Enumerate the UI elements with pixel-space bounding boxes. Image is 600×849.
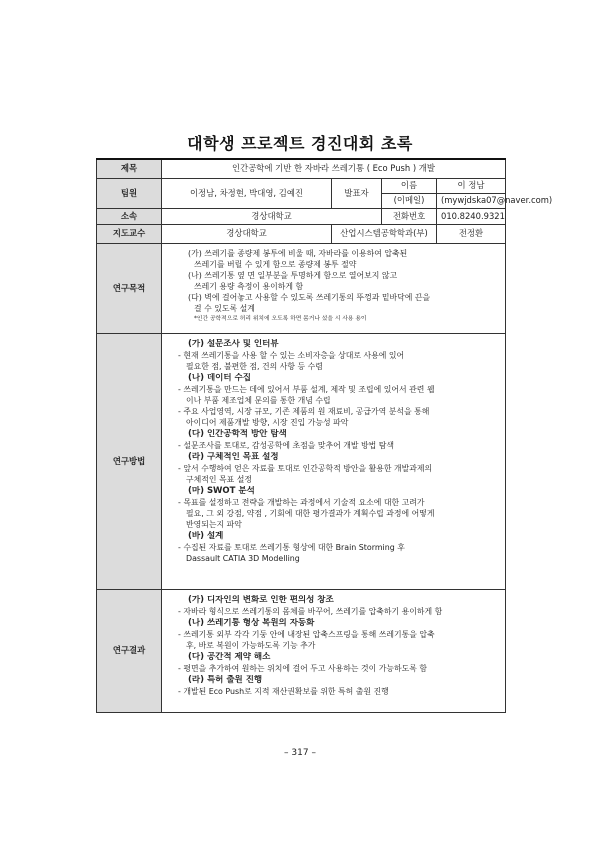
method-heading: (라) 구체적인 목표 설정 <box>188 451 279 462</box>
method-heading: (나) 데이터 수집 <box>188 372 251 383</box>
subject-label: 제목 <box>97 159 162 178</box>
affiliation-row <box>97 208 506 224</box>
method-label: 연구방법 <box>97 333 162 589</box>
page-number: – 317 – <box>284 748 316 758</box>
team-label: 팀원 <box>97 178 162 208</box>
purpose-row <box>97 243 506 333</box>
method-item: Dassault CATIA 3D Modelling <box>186 553 300 563</box>
method-item: 구체적인 목표 설정 <box>186 474 252 484</box>
result-row <box>97 589 506 712</box>
name-label: 이름 <box>382 178 437 193</box>
presenter-name: 이 정남 <box>437 178 506 193</box>
phone-label: 전화번호 <box>382 208 437 224</box>
presenter-label: 발표자 <box>332 178 382 208</box>
advisor-dept: 산업시스템공학학과(부) <box>332 224 437 243</box>
purpose-line: (다) 벽에 걸어놓고 사용할 수 있도록 쓰레기통의 뚜껑과 밑바닥에 끈을 <box>188 292 431 302</box>
result-heading: (다) 공간적 제약 해소 <box>188 651 271 662</box>
affiliation-label: 소속 <box>97 208 162 224</box>
purpose-label: 연구목적 <box>97 243 162 333</box>
method-row <box>97 333 506 589</box>
subject-value: 인간공학에 기반 한 자바라 쓰레기통 ( Eco Push ) 개발 <box>162 159 506 178</box>
purpose-note: *인간 공학적으로 허리 위치에 오도록 하면 몸거나 섰을 시 사용 용이 <box>194 315 367 322</box>
method-heading: (바) 설계 <box>188 530 224 541</box>
abstract-form-table <box>96 158 553 713</box>
result-heading: (가) 디자인의 변화로 인한 편의성 창조 <box>188 594 334 605</box>
result-item: - 평면을 추가하여 원하는 위치에 걸어 두고 사용하는 것이 가능하도록 함 <box>178 663 427 673</box>
page-title: 대학생 프로젝트 경진대회 초록 <box>187 134 413 153</box>
presenter-email: (mywjdska07@naver.com) <box>437 193 506 208</box>
method-item: - 주요 사업영역, 시장 규모, 기존 제품의 원 재료비, 공급가역 분석을 통해 <box>178 406 430 416</box>
result-heading: (라) 특허 출원 진행 <box>188 674 263 685</box>
purpose-line: 쓰레기를 버릴 수 있게 함으로 종량제 봉투 절약 <box>194 259 357 269</box>
advisor-row <box>97 224 506 243</box>
method-item: 필요, 그 외 강점, 약점 , 기회에 대한 평가결과가 계획수립 과정에 어떻게 <box>186 508 435 518</box>
purpose-line: (나) 쓰레기통 옆 면 일부분을 투명하게 함으로 열어보지 않고 <box>188 270 398 280</box>
method-item: - 앞서 수행하여 얻은 자료를 토대로 인간공학적 방안을 활용한 개발과제의 <box>178 463 433 473</box>
result-item: - 쓰레기통 외부 각각 기둥 안에 내장된 압축스프링을 통해 쓰레기통을 압축 <box>178 629 435 639</box>
result-item: - 자바라 형식으로 쓰레기통의 몸체를 바꾸어, 쓰레기를 압축하기 용이하게 함 <box>178 606 443 616</box>
method-item: - 쓰레기통을 만드는 데에 있어서 부품 설계, 제작 및 조립에 있어서 관련 웹 <box>178 384 435 394</box>
advisor-label: 지도교수 <box>97 224 162 243</box>
method-heading: (가) 설문조사 및 인터뷰 <box>188 338 279 349</box>
email-label: (이메일) <box>382 193 437 208</box>
phone-value: 010.8240.9321 <box>437 208 506 224</box>
method-item: 아이디어 제품개발 방향, 시장 진입 가능성 파악 <box>186 417 349 427</box>
result-item: - 개발된 Eco Push로 지적 재산권확보를 위한 특허 출원 진행 <box>178 686 389 696</box>
method-item: 필요한 점, 불편한 점, 건의 사항 등 수렴 <box>186 361 323 371</box>
result-heading: (나) 쓰레기통 형상 복원의 자동화 <box>188 617 315 628</box>
purpose-line: 쓰레기 용량 측정이 용이하게 함 <box>194 281 304 291</box>
affiliation-value: 경상대학교 <box>162 208 382 224</box>
subject-row <box>97 159 506 178</box>
result-item: 후, 바로 복원이 가능하도록 기능 추가 <box>186 640 316 650</box>
method-heading: (다) 인간공학적 방안 탐색 <box>188 428 287 439</box>
method-item: 반영되는지 파악 <box>186 519 242 529</box>
team-row <box>97 178 506 193</box>
method-item: - 수집된 자료를 토대로 쓰레기통 형상에 대한 Brain Storming 후 <box>178 542 405 552</box>
method-item: 이나 부품 제조업체 문의를 통한 개념 수립 <box>186 395 331 405</box>
method-heading: (마) SWOT 분석 <box>188 485 255 496</box>
method-item: - 현재 쓰레기통을 사용 할 수 있는 소비자층을 상대로 사용에 있어 <box>178 350 405 360</box>
result-content <box>162 589 506 712</box>
advisor-school: 경상대학교 <box>162 224 332 243</box>
method-content <box>162 333 506 589</box>
purpose-content <box>162 243 506 333</box>
method-item: - 설문조사를 토대로, 감성공학에 초점을 맞추어 개발 방법 탐색 <box>178 440 394 450</box>
advisor-name: 전정환 <box>437 224 506 243</box>
team-value: 이정남, 차정현, 박대영, 김예진 <box>162 178 332 208</box>
purpose-line: 걸 수 있도록 설계 <box>194 303 255 313</box>
result-label: 연구결과 <box>97 589 162 712</box>
method-item: - 목표를 설정하고 전략을 개발하는 과정에서 기술적 요소에 대한 고려가 <box>178 497 425 507</box>
purpose-line: (가) 쓰레기를 종량제 봉투에 비울 때, 자바라를 이용하여 압축된 <box>188 248 408 258</box>
